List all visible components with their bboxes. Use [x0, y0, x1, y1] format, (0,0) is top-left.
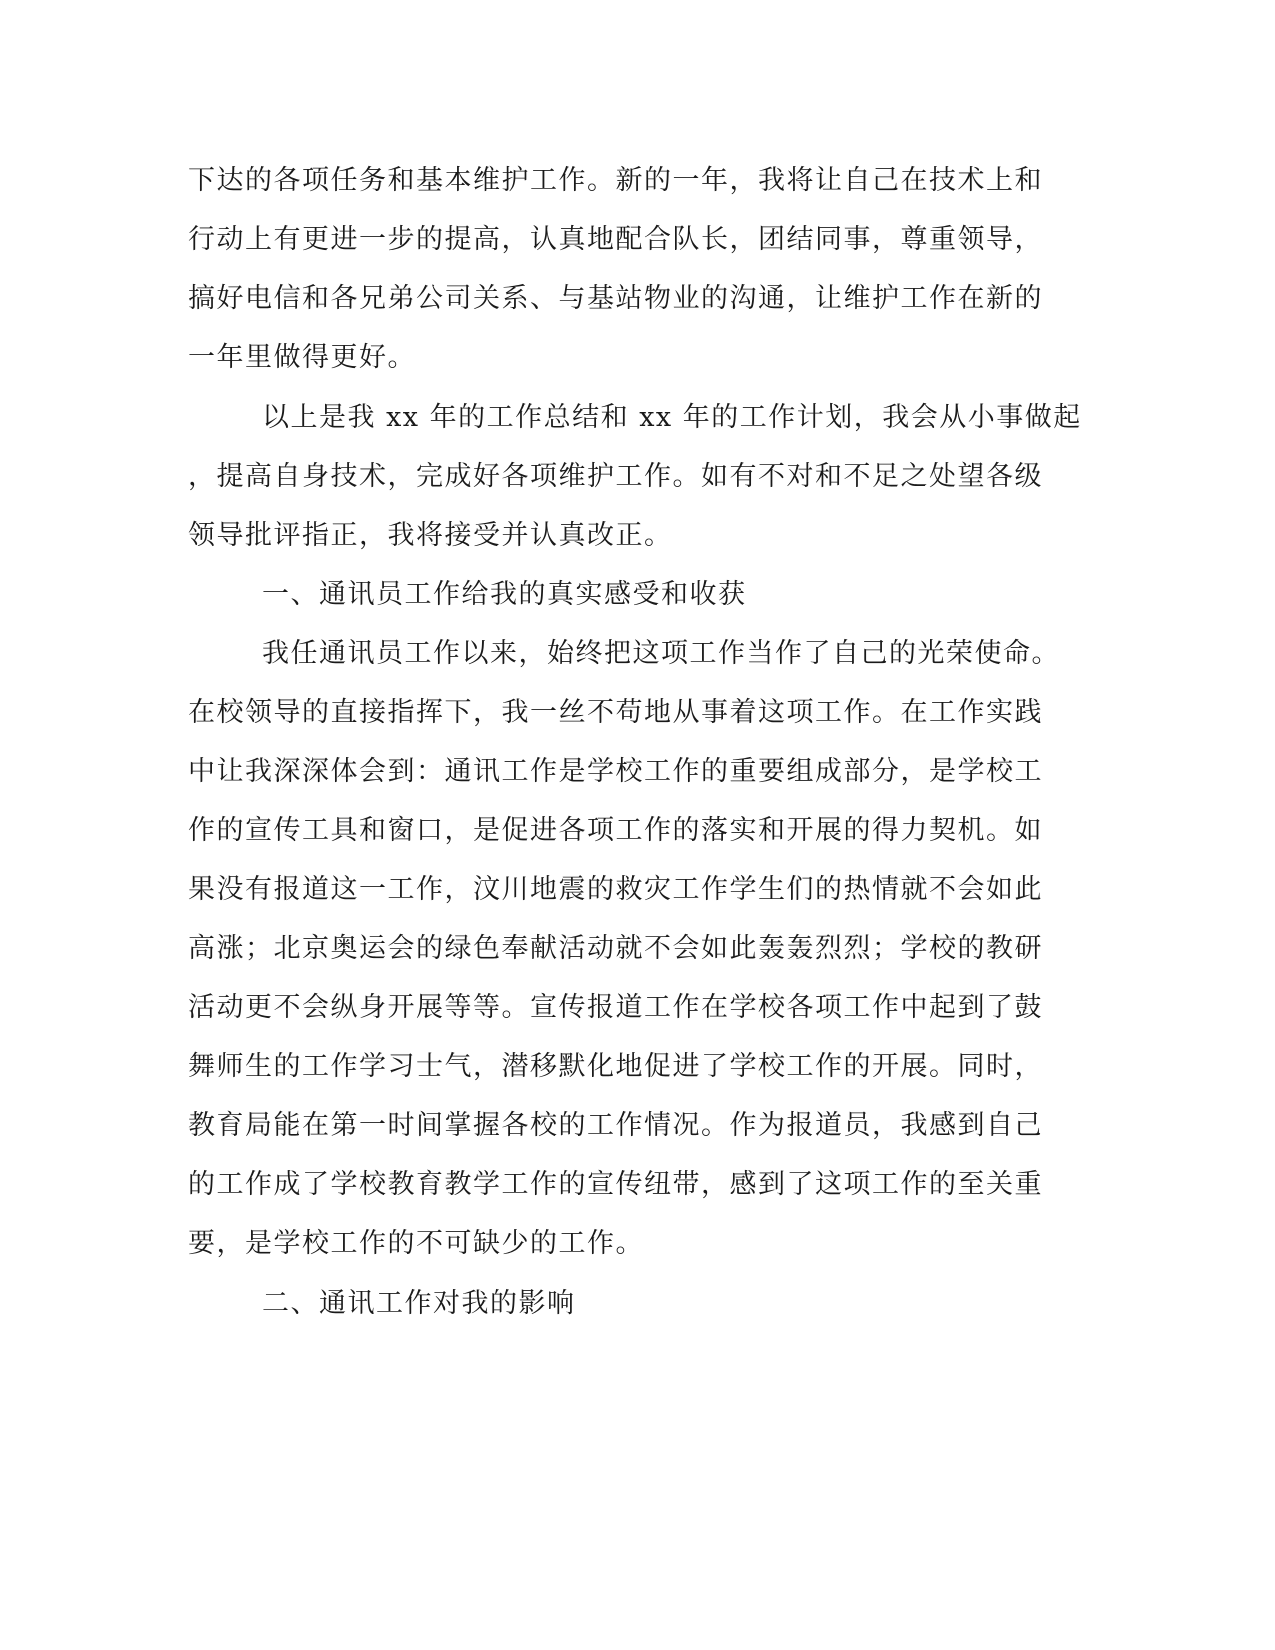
text-line: 行动上有更进一步的提高，认真地配合队长，团结同事，尊重领导，: [188, 224, 1043, 255]
text-line: 以上是我 xx 年的工作总结和 xx 年的工作计划，我会从小事做起: [262, 402, 1082, 433]
section-heading: 一、通讯员工作给我的真实感受和收获: [262, 579, 747, 610]
text-line: 要，是学校工作的不可缺少的工作。: [188, 1228, 644, 1259]
text-line: 搞好电信和各兄弟公司关系、与基站物业的沟通，让维护工作在新的: [188, 283, 1043, 314]
text-line: 教育局能在第一时间掌握各校的工作情况。作为报道员，我感到自己: [188, 1110, 1043, 1141]
text-line: 下达的各项任务和基本维护工作。新的一年，我将让自己在技术上和: [188, 165, 1043, 196]
text-line: 领导批评指正，我将接受并认真改正。: [188, 520, 673, 551]
text-line: 果没有报道这一工作，汶川地震的救灾工作学生们的热情就不会如此: [188, 874, 1043, 905]
text-line: 舞师生的工作学习士气，潜移默化地促进了学校工作的开展。同时，: [188, 1051, 1043, 1082]
text-line: ，提高自身技术，完成好各项维护工作。如有不对和不足之处望各级: [188, 461, 1043, 492]
text-line: 一年里做得更好。: [188, 342, 416, 373]
text-line: 作的宣传工具和窗口，是促进各项工作的落实和开展的得力契机。如: [188, 815, 1043, 846]
text-line: 我任通讯员工作以来，始终把这项工作当作了自己的光荣使命。: [262, 638, 1060, 669]
text-line: 活动更不会纵身开展等等。宣传报道工作在学校各项工作中起到了鼓: [188, 992, 1043, 1023]
text-line: 的工作成了学校教育教学工作的宣传纽带，感到了这项工作的至关重: [188, 1169, 1043, 1200]
text-line: 中让我深深体会到：通讯工作是学校工作的重要组成部分，是学校工: [188, 756, 1043, 787]
text-line: 在校领导的直接指挥下，我一丝不苟地从事着这项工作。在工作实践: [188, 697, 1043, 728]
section-heading: 二、通讯工作对我的影响: [262, 1288, 576, 1319]
text-line: 高涨；北京奥运会的绿色奉献活动就不会如此轰轰烈烈；学校的教研: [188, 933, 1043, 964]
